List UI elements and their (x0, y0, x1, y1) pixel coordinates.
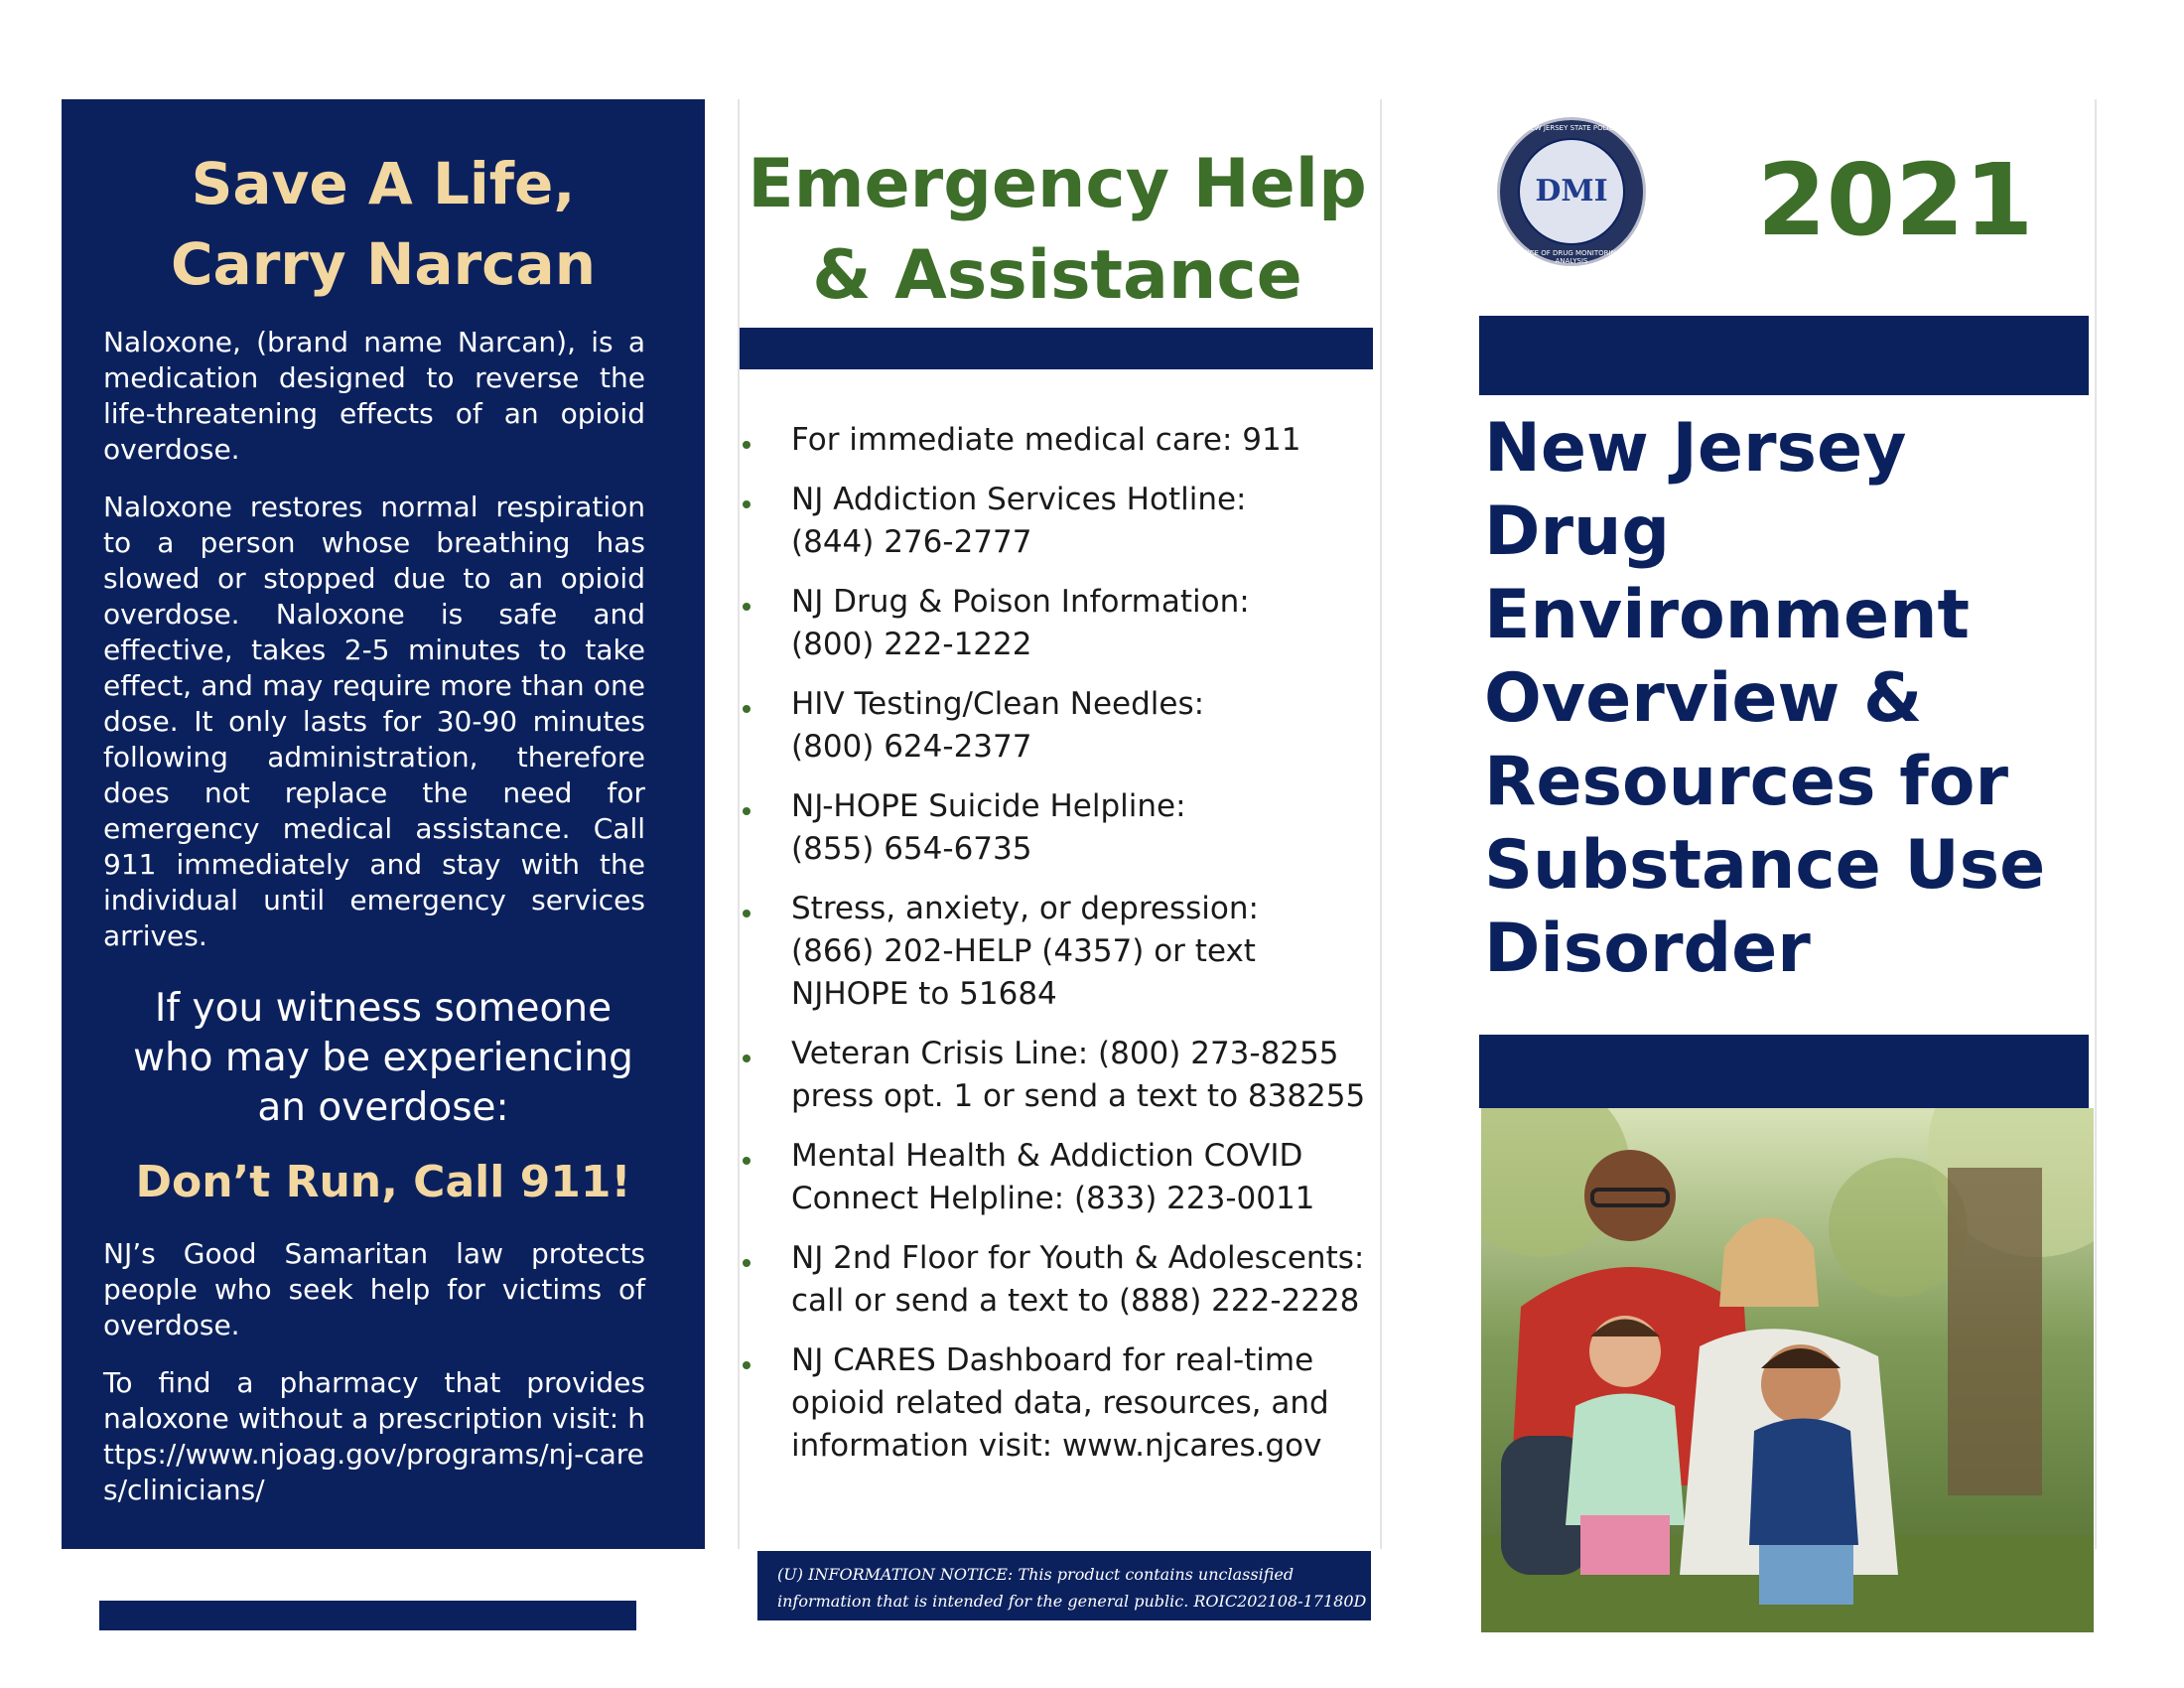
family-photo-illustration (1481, 1108, 2094, 1632)
main-title-line-4: Overview & (1484, 659, 1923, 738)
resource-item-line: opioid related data, resources, and (791, 1385, 1329, 1421)
left-panel (62, 99, 705, 1549)
resource-item-line: (800) 222-1222 (791, 627, 1032, 662)
resource-item-line: NJHOPE to 51684 (791, 976, 1057, 1012)
resource-item-line: HIV Testing/Clean Needles: (791, 686, 1205, 722)
bullet-icon (743, 910, 751, 917)
resource-item-line: For immediate medical care: 911 (791, 422, 1301, 458)
resource-item (740, 1339, 1385, 1468)
bullet-icon (743, 500, 751, 508)
emergency-title-line-2: & Assistance (812, 236, 1302, 315)
main-title-line-1: New Jersey (1484, 409, 1907, 488)
resource-item-line: Stress, anxiety, or depression: (791, 891, 1259, 926)
resource-item-line: press opt. 1 or send a text to 838255 (791, 1078, 1366, 1114)
pharmacy-paragraph (103, 1365, 645, 1508)
resource-item-line: (866) 202-HELP (4357) or text (791, 933, 1256, 969)
resource-item (740, 888, 1385, 1016)
resource-item-line: NJ Addiction Services Hotline: (791, 482, 1247, 517)
naloxone-intro-paragraph: Naloxone, (brand name Narcan), is a medication designed to reverse the life-threatening effects of an opioid overdose. (103, 326, 645, 466)
bullet-icon (743, 1361, 751, 1369)
bullet-icon (743, 1259, 751, 1267)
bullet-icon (743, 1157, 751, 1165)
resource-item-line: NJ Drug & Poison Information: (791, 584, 1250, 620)
main-title-line-7: Disorder (1484, 910, 1811, 988)
resource-item-line: NJ CARES Dashboard for real-time (791, 1342, 1314, 1378)
resource-item-line: Mental Health & Addiction COVID (791, 1138, 1303, 1174)
family-photo (1481, 1108, 2094, 1632)
right-top-bar (1479, 316, 2089, 395)
bullet-icon (743, 705, 751, 713)
right-bottom-bar (1479, 1035, 2089, 1108)
resource-list (740, 419, 1385, 1484)
main-title (1484, 407, 2100, 991)
notice-line-1: (U) INFORMATION NOTICE: This product contains unclassified (777, 1565, 1295, 1584)
main-title-line-3: Environment (1484, 576, 1971, 654)
naloxone-details-paragraph: Naloxone restores normal respiration to a person whose breathing has slowed or stopped due to an opioid overdose. Naloxone is safe and effective, takes 2-5 minutes to take effect, and may require more than one dose. It only lasts for 30-90 minutes following administration, therefore does not replace the need for emergency medical assistance. Call 911 immediately and stay with the individual until emergency services arrives. (103, 491, 645, 952)
emergency-title-line-1: Emergency Help (748, 145, 1367, 223)
left-bottom-bar (99, 1601, 636, 1630)
resource-item-line: (855) 654-6735 (791, 831, 1032, 867)
witness-line-3: an overdose: (257, 1085, 509, 1130)
witness-line-1: If you witness someone (154, 986, 613, 1031)
pharmacy-text: To find a pharmacy that provides naloxone without a prescription visit: (103, 1366, 645, 1435)
resource-item-line: Connect Helpline: (833) 223-0011 (791, 1181, 1315, 1216)
resource-item (740, 683, 1385, 769)
main-title-line-2: Drug (1484, 492, 1671, 571)
dmi-seal-logo (1497, 117, 1646, 266)
information-notice (757, 1551, 1371, 1620)
resource-item-line: NJ 2nd Floor for Youth & Adolescents: (791, 1240, 1365, 1276)
resource-item-line: call or send a text to (888) 222-2228 (791, 1283, 1360, 1319)
witness-line-2: who may be experiencing (133, 1036, 633, 1080)
left-title (103, 144, 645, 305)
dont-run-heading: Don’t Run, Call 911! (135, 1157, 631, 1207)
resource-item-line: Veteran Crisis Line: (800) 273-8255 (791, 1036, 1339, 1071)
resource-item (740, 785, 1385, 871)
resource-item-line: (800) 624-2377 (791, 729, 1032, 765)
resource-item (740, 479, 1385, 564)
main-title-line-5: Resources for (1484, 743, 2009, 821)
pharmacy-link[interactable]: https://www.njoag.gov/programs/nj-cares/clinicians/ (103, 1402, 645, 1506)
seal-text: DMI (1535, 174, 1608, 209)
seal-inner (1518, 138, 1625, 245)
bullet-icon (743, 603, 751, 611)
notice-line-2: information that is intended for the general public. ROIC202108-17180D (777, 1592, 1367, 1611)
resource-item-line: NJ-HOPE Suicide Helpline: (791, 788, 1186, 824)
seal-ring-bottom-text: OFFICE OF DRUG MONITORING & ANALYSIS (1514, 249, 1629, 265)
year-label: 2021 (1757, 142, 2034, 258)
resource-item (740, 1033, 1385, 1118)
witness-heading (103, 984, 645, 1133)
left-title-line-2: Carry Narcan (170, 230, 596, 298)
good-samaritan-paragraph: NJ’s Good Samaritan law protects people who seek help for victims of overdose. (103, 1237, 645, 1341)
resource-item (740, 1135, 1385, 1220)
bullet-icon (743, 441, 751, 449)
bullet-icon (743, 1055, 751, 1062)
emergency-help-title (740, 139, 1375, 322)
resource-item (740, 1237, 1385, 1323)
resource-item (740, 419, 1385, 462)
resource-item-line: (844) 276-2777 (791, 524, 1032, 560)
left-title-line-1: Save A Life, (191, 150, 576, 217)
middle-header-bar (740, 328, 1373, 369)
main-title-line-6: Substance Use (1484, 826, 2046, 905)
bullet-icon (743, 807, 751, 815)
resource-item (740, 581, 1385, 666)
resource-item-line: information visit: www.njcares.gov (791, 1428, 1322, 1464)
seal-ring-top-text: NEW JERSEY STATE POLICE (1525, 124, 1618, 132)
